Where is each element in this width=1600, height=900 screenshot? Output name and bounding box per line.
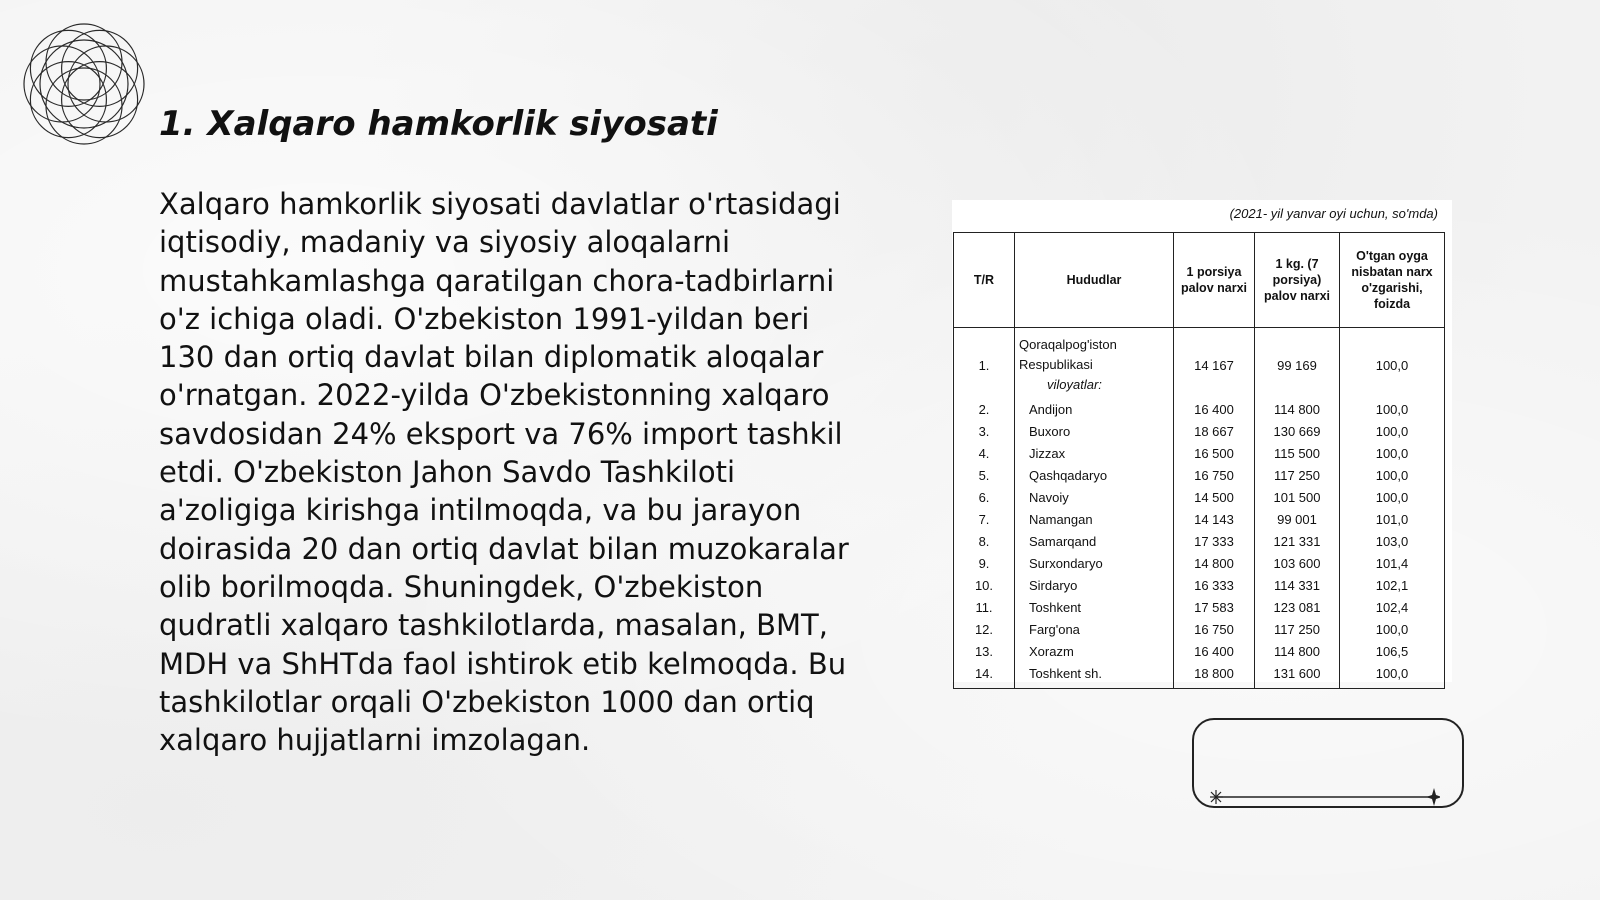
cell-price-change: 100,0 [1340,464,1445,486]
cell-price-change: 100,0 [1340,328,1445,399]
cell-num: 3. [954,420,1015,442]
table-row [954,662,1445,689]
table-row [954,442,1445,464]
table-row [954,530,1445,552]
cell-price-1-kg: 99 001 [1255,508,1340,530]
cell-price-change: 102,1 [1340,574,1445,596]
cell-num: 4. [954,442,1015,464]
table-row [954,552,1445,574]
cell-price-1-portion: 16 400 [1174,640,1255,662]
cell-num: 1. [954,328,1015,399]
header-price-1-kg: 1 kg. (7 porsiya) palov narxi [1255,233,1340,328]
cell-num: 2. [954,398,1015,420]
cell-price-1-kg: 121 331 [1255,530,1340,552]
cell-price-1-kg: 114 331 [1255,574,1340,596]
cell-price-1-kg: 101 500 [1255,486,1340,508]
cell-price-1-kg: 114 800 [1255,398,1340,420]
header-price-1-portion: 1 porsiya palov narxi [1174,233,1255,328]
slide-title: 1. Xalqaro hamkorlik siyosati [159,104,718,144]
table-row [954,420,1445,442]
cell-price-1-portion: 16 400 [1174,398,1255,420]
palov-price-table-card [952,200,1452,682]
cell-price-1-portion: 16 750 [1174,464,1255,486]
cell-num: 10. [954,574,1015,596]
table-row [954,398,1445,420]
table-row [954,486,1445,508]
cell-price-1-kg: 117 250 [1255,618,1340,640]
cell-num: 9. [954,552,1015,574]
cell-region: Farg'ona [1015,618,1174,640]
cell-region: Sirdaryo [1015,574,1174,596]
table-row [954,508,1445,530]
slide-body-text: Xalqaro hamkorlik siyosati davlatlar o'rtasidagi iqtisodiy, madaniy va siyosiy aloqalarni mustahkamlashga qaratilgan chora-tadbirlarni o'z ichiga oladi. O'zbekiston 1991-yildan beri 130 dan ortiq davlat bilan diplomatik aloqalar o'rnatgan. 2022-yilda O'zbekistonning xalqaro savdosidan 24% eksport va 76% import tashkil etdi. O'zbekiston Jahon Savdo Tashkiloti a'zoligiga kirishga intilmoqda, va bu jarayon doirasida 20 dan ortiq davlat bilan muzokaralar olib borilmoqda. Shuningdek, O'zbekiston qudratli xalqaro tashkilotlarda, masalan, BMT, MDH va ShHTda faol ishtirok etib kelmoqda. Bu tashkilotlar orqali O'zbekiston 1000 dan ortiq xalqaro hujjatlarni imzolagan. [159,187,849,758]
cell-price-1-kg: 117 250 [1255,464,1340,486]
header-num: T/R [954,233,1015,328]
cell-price-1-kg: 131 600 [1255,662,1340,689]
cell-price-1-kg: 114 800 [1255,640,1340,662]
cell-price-1-portion: 17 583 [1174,596,1255,618]
cell-region: Navoiy [1015,486,1174,508]
cell-region: Toshkent sh. [1015,662,1174,689]
cell-region: Andijon [1015,398,1174,420]
cell-price-change: 100,0 [1340,618,1445,640]
cell-region: Buxoro [1015,420,1174,442]
decorative-star-line [1210,786,1440,808]
cell-region [1015,328,1174,399]
cell-num: 12. [954,618,1015,640]
cell-price-1-portion: 16 500 [1174,442,1255,464]
cell-region-line2: Respublikasi [1019,357,1093,372]
cell-num: 5. [954,464,1015,486]
cell-price-1-kg: 99 169 [1255,328,1340,399]
cell-price-1-portion: 17 333 [1174,530,1255,552]
cell-price-1-portion: 16 333 [1174,574,1255,596]
cell-price-change: 102,4 [1340,596,1445,618]
cell-price-1-portion: 14 143 [1174,508,1255,530]
table-caption: (2021- yil yanvar oyi uchun, so'mda) [1229,206,1438,221]
cell-price-change: 103,0 [1340,530,1445,552]
cell-region-note: viloyatlar: [1047,377,1102,392]
header-region: Hududlar [1015,233,1174,328]
cell-price-1-kg: 123 081 [1255,596,1340,618]
cell-price-1-kg: 115 500 [1255,442,1340,464]
cell-price-change: 100,0 [1340,662,1445,689]
table-row [954,618,1445,640]
cell-price-change: 101,0 [1340,508,1445,530]
cell-region: Surxondaryo [1015,552,1174,574]
table-row [954,574,1445,596]
palov-price-table [953,232,1445,689]
cell-region: Xorazm [1015,640,1174,662]
cell-price-1-portion: 16 750 [1174,618,1255,640]
table-row [954,464,1445,486]
cell-num: 14. [954,662,1015,689]
cell-num: 13. [954,640,1015,662]
table-header-row [954,233,1445,328]
cell-price-1-kg: 103 600 [1255,552,1340,574]
cell-region: Qashqadaryo [1015,464,1174,486]
table-row [954,328,1445,399]
cell-price-change: 100,0 [1340,420,1445,442]
cell-price-change: 106,5 [1340,640,1445,662]
cell-num: 8. [954,530,1015,552]
cell-price-change: 100,0 [1340,442,1445,464]
table-row [954,596,1445,618]
cell-num: 7. [954,508,1015,530]
cell-region: Samarqand [1015,530,1174,552]
cell-price-1-portion: 14 167 [1174,328,1255,399]
cell-price-1-portion: 14 800 [1174,552,1255,574]
cell-region-line1: Qoraqalpog'iston [1019,337,1117,352]
cell-num: 6. [954,486,1015,508]
cell-price-1-portion: 14 500 [1174,486,1255,508]
cell-region: Jizzax [1015,442,1174,464]
cell-price-change: 100,0 [1340,398,1445,420]
cell-region: Namangan [1015,508,1174,530]
cell-price-1-portion: 18 667 [1174,420,1255,442]
cell-price-1-kg: 130 669 [1255,420,1340,442]
cell-price-change: 101,4 [1340,552,1445,574]
cell-num: 11. [954,596,1015,618]
table-row [954,640,1445,662]
cell-price-change: 100,0 [1340,486,1445,508]
header-price-change: O'tgan oyga nisbatan narx o'zgarishi, foizda [1340,233,1445,328]
decorative-ring-ornament [10,10,158,158]
cell-price-1-portion: 18 800 [1174,662,1255,689]
cell-region: Toshkent [1015,596,1174,618]
